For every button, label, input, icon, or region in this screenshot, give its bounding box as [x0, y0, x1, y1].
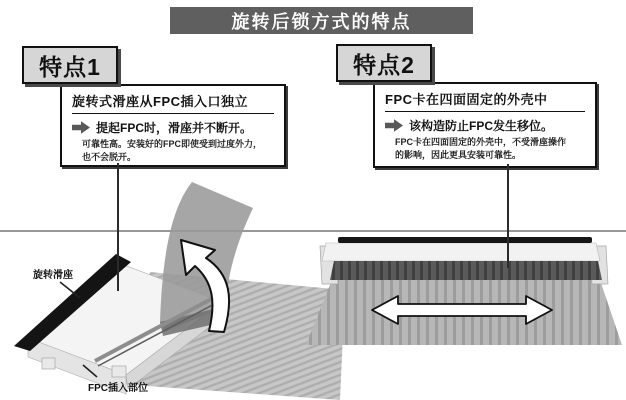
fixed-shell-housing	[320, 237, 608, 284]
feature1-notes	[62, 136, 284, 164]
feature1-header: 旋转式滑座从FPC插入口独立	[72, 94, 249, 109]
connector-foot	[42, 358, 55, 369]
feature2-notes	[375, 134, 595, 162]
feature1-note-line2: 也不会脱开。	[82, 152, 137, 163]
fpc-insertion-label: FPC插入部位	[88, 383, 148, 394]
feature2-box	[373, 82, 597, 168]
connector-foot	[112, 366, 126, 377]
shell-top-bar	[338, 237, 592, 243]
rotary-slider-label: 旋转滑座	[33, 270, 73, 281]
feature1-note-line1: 可靠性高。安装好的FPC即使受到过度外力，	[82, 139, 263, 149]
feature2-tag-label: 特点2	[353, 51, 415, 78]
feature2-note-line1: FPC卡在四面固定的外壳中，不受滑座操作	[395, 137, 567, 147]
feature1-tag	[22, 46, 118, 84]
left-connector-diagram	[0, 170, 345, 400]
right-arrow-icon	[385, 119, 403, 132]
page-title-bar	[170, 7, 473, 34]
page-title: 旋转后锁方式的特点	[231, 11, 412, 32]
right-connector-diagram	[300, 230, 626, 355]
shell-contact-band	[330, 261, 602, 280]
feature1-tag-label: 特点1	[39, 53, 101, 80]
feature2-header: FPC卡在四面固定的外壳中	[385, 92, 548, 107]
feature2-note-line2: 的影响，因此更具安装可靠性。	[395, 150, 522, 161]
feature2-tag	[336, 44, 432, 82]
feature1-box	[60, 84, 286, 167]
feature2-leader-line	[507, 164, 509, 268]
right-arrow-icon	[72, 121, 90, 134]
feature2-point: 该构造防止FPC发生移位。	[409, 119, 554, 133]
feature1-leader-line	[117, 163, 119, 291]
feature1-point: 提起FPC时，滑座并不断开。	[96, 121, 253, 135]
